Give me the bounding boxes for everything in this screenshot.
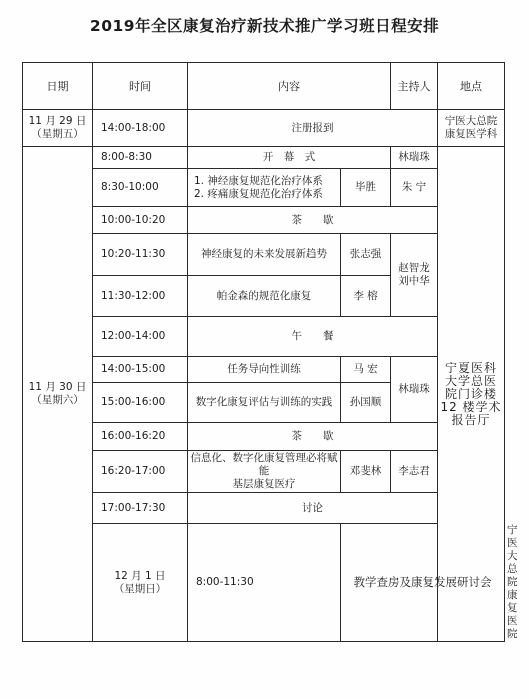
speaker-cell: 张志强 (341, 234, 391, 276)
table-row (23, 234, 505, 276)
time-cell: 8:00-8:30 (93, 147, 188, 169)
table-row (23, 493, 505, 524)
content-line: 信息化、数字化康复管理必将赋能 (190, 452, 338, 477)
page-title: 2019年全区康复治疗新技术推广学习班日程安排 (89, 17, 440, 35)
host-cell: 朱 宁 (391, 169, 438, 207)
content-cell: 开 幕 式 (188, 147, 391, 169)
header-host: 主持人 (391, 63, 438, 110)
header-venue: 地点 (438, 63, 505, 110)
time-cell: 15:00-16:00 (93, 383, 188, 423)
time-cell: 10:00-10:20 (93, 207, 188, 234)
time-cell: 17:00-17:30 (93, 493, 188, 524)
host-line: 刘中华 (398, 275, 430, 287)
host-line: 赵智龙 (398, 262, 430, 274)
venue-line: 宁夏医科 (444, 360, 497, 375)
content-cell: 茶 歇 (188, 207, 438, 234)
table-row (23, 147, 505, 169)
table-row (23, 207, 505, 234)
header-date: 日期 (23, 63, 93, 110)
time-cell: 8:00-11:30 (188, 524, 341, 642)
venue-line: 康复医学科 (444, 128, 498, 140)
date-cell (93, 524, 188, 642)
content-line: 基层康复医疗 (232, 478, 296, 490)
speaker-cell: 李 榕 (341, 276, 391, 317)
table-row: 12 月 1 日 （星期日） 8:00-11:30 教学查房及康复发展研讨会 宁医大总院 康复医院 (23, 524, 505, 642)
time-cell: 16:00-16:20 (93, 423, 188, 451)
host-cell: 林瑞珠 (391, 357, 438, 423)
venue-line: 宁医大总院 (444, 115, 498, 127)
header-content: 内容 (188, 63, 391, 110)
time-cell: 12:00-14:00 (93, 317, 188, 357)
date-label: 11 月 29 日 (28, 115, 87, 127)
time-cell: 14:00-15:00 (93, 357, 188, 383)
speaker-cell: 马 宏 (341, 357, 391, 383)
time-cell: 14:00-18:00 (93, 110, 188, 147)
date-cell (23, 147, 93, 642)
table-row (23, 423, 505, 451)
weekday-label: （星期六） (31, 394, 84, 406)
schedule-table (22, 62, 518, 642)
content-cell: 神经康复的未来发展新趋势 (188, 234, 341, 276)
time-cell: 11:30-12:00 (93, 276, 188, 317)
weekday-label: （星期日） (113, 582, 167, 595)
venue-line: 院门诊楼 (444, 386, 497, 401)
date-label: 12 月 1 日 (114, 569, 166, 582)
content-cell: 帕金森的规范化康复 (188, 276, 341, 317)
table-row (23, 169, 505, 207)
speaker-cell: 邓斐林 (341, 451, 391, 493)
header-time: 时间 (93, 63, 188, 110)
table-row (23, 110, 505, 147)
content-cell: 午 餐 (188, 317, 438, 357)
time-cell: 8:30-10:00 (93, 169, 188, 207)
date-cell (23, 110, 93, 147)
time-cell: 16:20-17:00 (93, 451, 188, 493)
host-cell: 李志君 (391, 451, 438, 493)
content-line: 1. 神经康复规范化治疗体系 (194, 174, 323, 187)
date-label: 11 月 30 日 (28, 381, 87, 393)
venue-line: 报告厅 (451, 412, 491, 427)
venue-cell (438, 110, 505, 147)
content-cell: 讨论 (188, 493, 438, 524)
host-cell (391, 234, 438, 317)
host-cell: 林瑞珠 (391, 147, 438, 169)
table-row (23, 357, 505, 383)
weekday-label: （星期五） (31, 128, 84, 140)
content-line: 2. 疼痛康复规范化治疗体系 (194, 187, 323, 200)
table-row (23, 317, 505, 357)
content-cell: 数字化康复评估与训练的实践 (188, 383, 341, 423)
content-cell: 任务导向性训练 (188, 357, 341, 383)
speaker-cell: 毕胜 (341, 169, 391, 207)
time-cell: 10:20-11:30 (93, 234, 188, 276)
content-cell (188, 169, 341, 207)
header-row (23, 63, 505, 110)
venue-line: 大学总医 (444, 373, 497, 388)
content-cell: 教学查房及康复发展研讨会 (341, 524, 505, 642)
content-cell: 茶 歇 (188, 423, 438, 451)
content-cell (188, 451, 341, 493)
content-cell: 注册报到 (188, 110, 438, 147)
venue-line: 12 楼学术 (440, 399, 502, 414)
speaker-cell: 孙国顺 (341, 383, 391, 423)
table-row (23, 451, 505, 493)
